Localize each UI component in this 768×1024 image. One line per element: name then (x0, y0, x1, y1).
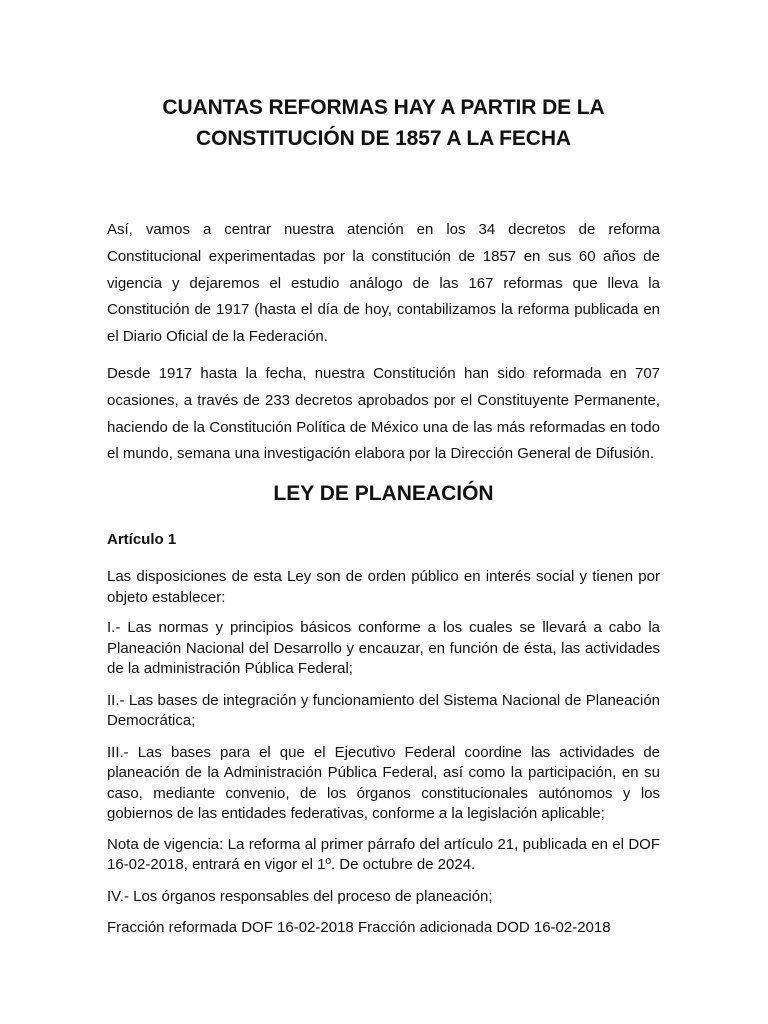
article-intro-paragraph: Las disposiciones de esta Ley son de orden público en interés social y tienen por objeto establecer: (107, 568, 660, 606)
section-title-ley-de-planeacion: LEY DE PLANEACIÓN (273, 482, 494, 506)
intro-paragraph-2: Desde 1917 hasta la fecha, nuestra Constitución han sido reformada en 707 ocasiones, a través de 233 decretos aprobados por el Constituyente Permanente, haciendo de la Constitución Política de México una de las más reformadas en todo el mundo, semana una investigación elabora por la Dirección General de Difusión. (107, 364, 660, 463)
article-body (107, 567, 660, 939)
intro-section (107, 217, 660, 468)
intro-paragraph-1: Así, vamos a centrar nuestra atención en los 34 decretos de reforma Constitucional experimentadas por la constitución de 1857 en sus 60 años de vigencia y dejaremos el estudio análogo de las 167 reformas que lleva la Constitución de 1917 (hasta el día de hoy, contabilizamos la reforma publicada en el Diario Oficial de la Federación. (107, 221, 660, 346)
fraction-iii-paragraph: III.- Las bases para el que el Ejecutivo Federal coordine las actividades de planeación de la Administración Pública Federal, así como la participación, en su caso, mediante convenio, de los órganos constitucionales autónomos y los gobiernos de las entidades federativas, conforme a la legislación aplicable; (107, 743, 660, 823)
document-page (107, 92, 660, 939)
fraction-i-paragraph: I.- Las normas y principios básicos conforme a los cuales se llevará a cabo la Planeación Nacional del Desarrollo y encauzar, en función de ésta, las actividades de la administración Pública Federal; (107, 619, 660, 678)
vigencia-note-paragraph: Nota de vigencia: La reforma al primer párrafo del artículo 21, publicada en el DOF 16-02-2018, entrará en vigor el 1º. De octubre de 2024. (107, 835, 660, 874)
reform-note-paragraph: Fracción reformada DOF 16-02-2018 Fracción adicionada DOD 16-02-2018 (107, 919, 611, 937)
article-heading: Artículo 1 (107, 531, 177, 549)
fraction-iv-paragraph: IV.- Los órganos responsables del proceso de planeación; (107, 887, 493, 905)
fraction-ii-paragraph: II.- Las bases de integración y funcionamiento del Sistema Nacional de Planeación Democrática; (107, 691, 660, 730)
document-title: CUANTAS REFORMAS HAY A PARTIR DE LA CONSTITUCIÓN DE 1857 A LA FECHA (162, 96, 605, 150)
